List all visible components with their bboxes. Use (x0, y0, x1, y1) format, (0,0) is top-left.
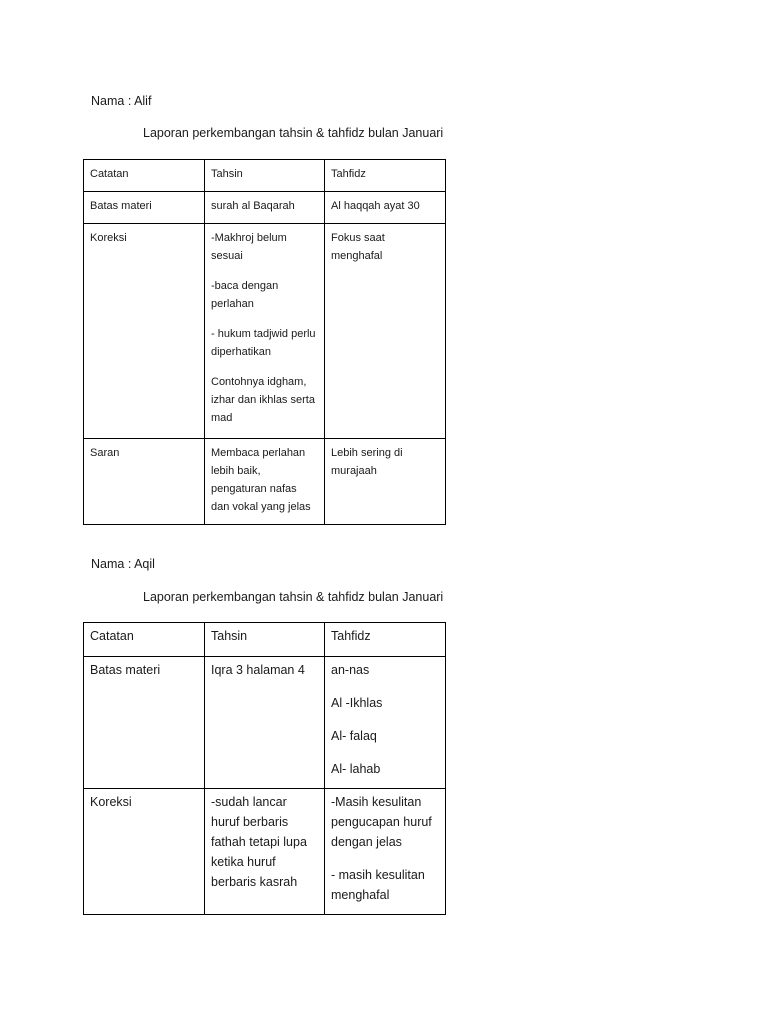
tahsin-text: - hukum tadjwid perlu diperhatikan (211, 328, 316, 358)
tahfidz-cell (325, 439, 446, 525)
tahfidz-cell (325, 789, 446, 915)
table-row-koreksi (84, 789, 446, 915)
tahfidz-text: Al- lahab (331, 762, 381, 776)
row-label: Koreksi (84, 789, 205, 915)
report-table-aqil (83, 622, 446, 915)
report-title-aqil: Laporan perkembangan tahsin & tahfidz bulan Januari (143, 590, 444, 604)
header-catatan: Catatan (84, 160, 205, 192)
header-catatan: Catatan (84, 623, 205, 657)
tahsin-text: -sudah lancar huruf berbaris fathah tetapi lupa ketika huruf berbaris kasrah (211, 795, 307, 889)
tahfidz-text: Al haqqah ayat 30 (331, 200, 420, 212)
tahsin-text: Contohnya idgham, izhar dan ikhlas serta mad (211, 376, 315, 424)
tahfidz-text: -Masih kesulitan pengucapan huruf dengan jelas (331, 795, 432, 849)
tahsin-text: surah al Baqarah (211, 200, 295, 212)
tahfidz-text: Fokus saat menghafal (331, 232, 385, 262)
header-tahfidz: Tahfidz (325, 623, 446, 657)
tahfidz-text: an-nas (331, 663, 370, 677)
student-name-alif: Nama : Alif (91, 94, 152, 108)
tahfidz-cell (325, 224, 446, 439)
tahfidz-text: Al- falaq (331, 729, 377, 743)
table-row-batas-materi (84, 657, 446, 789)
header-tahsin: Tahsin (205, 160, 325, 192)
tahsin-text: Iqra 3 halaman 4 (211, 663, 305, 677)
header-tahfidz: Tahfidz (325, 160, 446, 192)
table-header-row (84, 160, 446, 192)
student-name-aqil: Nama : Aqil (91, 557, 155, 571)
tahfidz-text: Lebih sering di murajaah (331, 447, 403, 477)
tahsin-cell (205, 439, 325, 525)
tahfidz-cell (325, 192, 446, 224)
tahsin-cell (205, 657, 325, 789)
tahfidz-cell (325, 657, 446, 789)
table-row-batas-materi (84, 192, 446, 224)
report-table-alif (83, 159, 446, 525)
row-label: Batas materi (84, 657, 205, 789)
tahsin-text: -Makhroj belum sesuai (211, 232, 287, 262)
tahsin-cell (205, 192, 325, 224)
tahsin-cell (205, 224, 325, 439)
row-label: Koreksi (84, 224, 205, 439)
row-label: Batas materi (84, 192, 205, 224)
tahsin-text: Membaca perlahan lebih baik, pengaturan nafas dan vokal yang jelas (211, 447, 311, 513)
tahsin-text: -baca dengan perlahan (211, 280, 279, 310)
row-label: Saran (84, 439, 205, 525)
tahfidz-text: Al -Ikhlas (331, 696, 383, 710)
tahfidz-text: - masih kesulitan menghafal (331, 868, 425, 902)
table-row-koreksi (84, 224, 446, 439)
report-title-alif: Laporan perkembangan tahsin & tahfidz bulan Januari (143, 126, 444, 140)
table-header-row (84, 623, 446, 657)
tahsin-cell (205, 789, 325, 915)
table-row-saran (84, 439, 446, 525)
header-tahsin: Tahsin (205, 623, 325, 657)
